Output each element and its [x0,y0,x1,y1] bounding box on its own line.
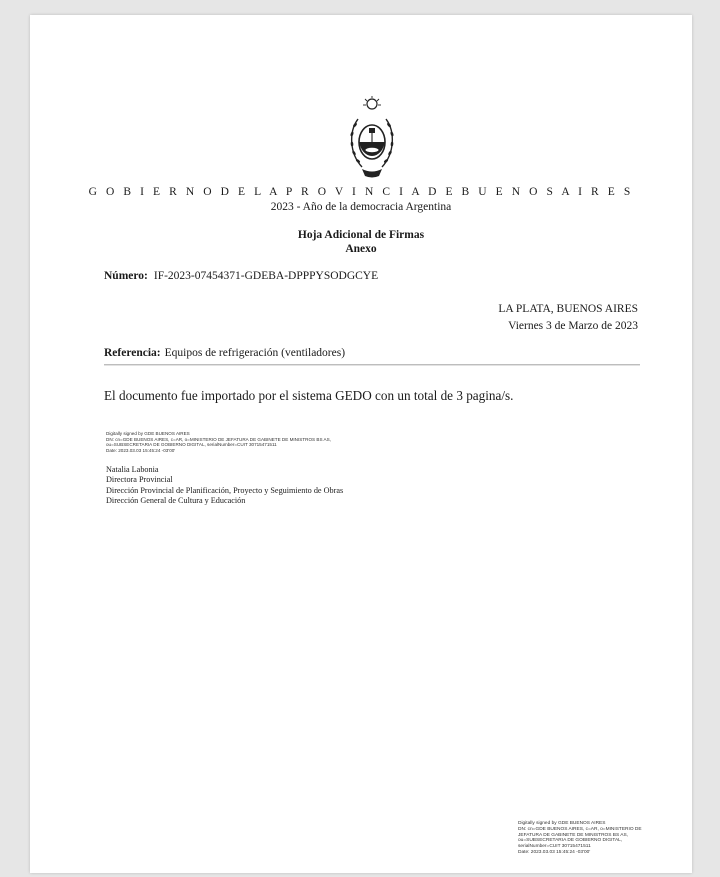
document-body: El documento fue importado por el sistema GEDO con un total de 3 pagina/s. [104,388,514,403]
signature-line: ou=SUBSECRETARIA DE GOBIERNO DIGITAL, serialNumber=CUIT 30715471511 [106,442,277,448]
sheet-subtitle: Anexo [345,243,377,255]
signature-line: Date: 2023.03.03 15:45:24 -03'00' [518,849,591,855]
footer-signature-stamp [518,821,668,856]
argentina-coat-of-arms-icon [345,95,399,181]
signature-line: Date: 2023.03.03 15:45:24 -03'00' [106,447,176,453]
signer-directorate: Dirección General de Cultura y Educación [106,496,246,506]
signer-name: Natalia Labonia [106,465,159,474]
document-page [30,15,692,873]
reference-divider [104,364,640,366]
document-number-value: IF-2023-07454371-GDEBA-DPPPYSODGCYE [153,270,379,282]
reference-value: Equipos de refrigeración (ventiladores) [164,347,346,359]
signature-line: Digitally signed by GDE BUENOS AIRES [518,821,606,826]
signature-line: ou=SUBSECRETARIA DE GOBIERNO DIGITAL, [518,838,623,844]
sheet-title: Hoja Adicional de Firmas [297,229,425,241]
reference-label: Referencia: [104,347,161,359]
signer-role: Directora Provincial [106,475,173,485]
signature-line: JEFATURA DE GABINETE DE MINISTROS BS AS, [518,832,628,838]
sheet-title-block [30,228,692,256]
document-number [104,270,378,282]
place-and-date [498,301,638,335]
date: Viernes 3 de Marzo de 2023 [508,320,638,332]
signature-line: DN: cn=GDE BUENOS AIRES, c=AR, o=MINISTERIO DE JEFATURA DE GABINETE DE MINISTROS BS AS, [106,436,331,442]
place: LA PLATA, BUENOS AIRES [498,303,638,315]
digital-signature-stamp [106,431,331,453]
signer-office: Dirección Provincial de Planificación, Proyecto y Seguimiento de Obras [106,485,344,495]
signature-line: DN: cn=GDE BUENOS AIRES, c=AR, o=MINISTERIO DE [518,826,642,832]
document-number-label: Número: [104,270,148,282]
signature-line: serialNumber=CUIT 30715471511 [518,844,591,850]
reference [104,347,345,359]
year-motto: 2023 - Año de la democracia Argentina [270,201,452,213]
government-heading: G O B I E R N O D E L A P R O V I N C I A D E B U E N O S A I R E S [88,186,634,198]
signature-line: Digitally signed by GDE BUENOS AIRES [106,431,190,436]
signer-block [106,465,343,507]
